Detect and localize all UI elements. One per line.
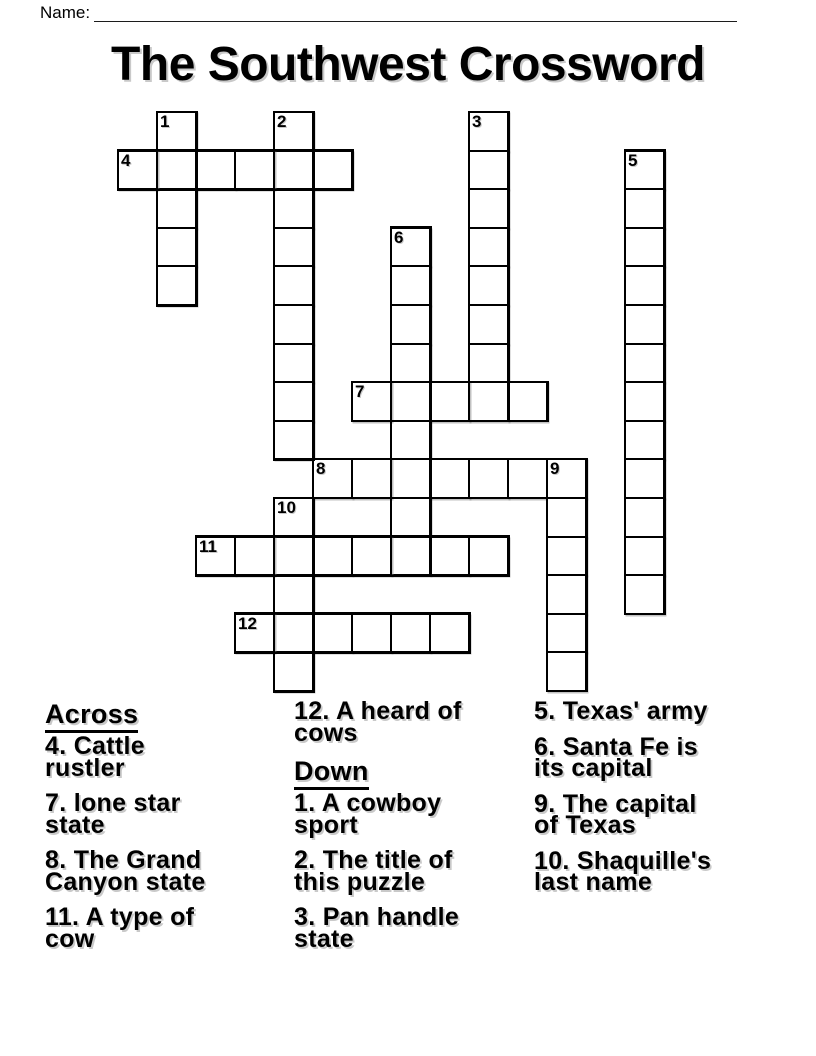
grid-cell[interactable] xyxy=(624,150,665,191)
grid-cell[interactable] xyxy=(624,265,665,306)
cell-number: 9 xyxy=(550,459,560,479)
clue-column-2 xyxy=(294,697,529,964)
grid-cell[interactable] xyxy=(273,497,314,538)
grid-cell[interactable] xyxy=(351,536,392,577)
grid-cell[interactable] xyxy=(390,227,431,268)
grid-cell[interactable] xyxy=(468,381,509,422)
grid-cell[interactable] xyxy=(390,458,431,499)
clue-line: last name xyxy=(534,868,653,896)
grid-cell[interactable] xyxy=(624,381,665,422)
grid-cell[interactable] xyxy=(429,613,470,654)
grid-cell[interactable] xyxy=(546,458,587,499)
clue-heading-across: Across xyxy=(45,701,280,727)
grid-cell[interactable] xyxy=(273,420,314,461)
clue-item-down-1 xyxy=(294,789,529,839)
grid-cell[interactable] xyxy=(117,150,158,191)
grid-cell[interactable] xyxy=(468,150,509,191)
clue-line: cow xyxy=(45,924,95,953)
clue-item-across-4 xyxy=(45,732,280,782)
grid-cell[interactable] xyxy=(390,304,431,345)
clue-column-1 xyxy=(45,701,280,964)
grid-cell[interactable] xyxy=(273,613,314,654)
clue-line: 7. lone star xyxy=(45,789,181,817)
grid-cell[interactable] xyxy=(468,227,509,268)
grid-cell[interactable] xyxy=(234,150,275,191)
clue-line: 1. A cowboy xyxy=(294,789,442,817)
grid-cell[interactable] xyxy=(468,188,509,229)
grid-cell[interactable] xyxy=(273,343,314,384)
grid-cell[interactable] xyxy=(312,458,353,499)
clue-line: of Texas xyxy=(534,811,636,839)
clue-line: rustler xyxy=(45,753,125,782)
clue-line: cows xyxy=(294,718,358,747)
clue-line: 10. Shaquille's xyxy=(534,846,712,875)
grid-cell[interactable] xyxy=(546,574,587,615)
clue-item-down-6 xyxy=(534,732,774,782)
grid-cell[interactable] xyxy=(273,574,314,615)
clue-line: its capital xyxy=(534,754,653,782)
clue-line: 9. The capital xyxy=(534,789,697,818)
grid-cell[interactable] xyxy=(624,227,665,268)
clue-item-across-7 xyxy=(45,789,280,839)
grid-cell[interactable] xyxy=(312,613,353,654)
grid-cell[interactable] xyxy=(234,536,275,577)
grid-cell[interactable] xyxy=(273,150,314,191)
grid-cell[interactable] xyxy=(468,304,509,345)
grid-cell[interactable] xyxy=(351,381,392,422)
grid-cell[interactable] xyxy=(156,227,197,268)
clue-line: Canyon state xyxy=(45,867,206,896)
cell-number: 6 xyxy=(394,227,404,247)
clue-line: 5. Texas' army xyxy=(534,697,708,725)
clue-line: 12. A heard of xyxy=(294,697,462,725)
clue-item-down-5 xyxy=(534,697,774,725)
grid-cell[interactable] xyxy=(312,536,353,577)
name-label: Name: xyxy=(40,3,91,22)
clue-item-down-3 xyxy=(294,903,529,953)
grid-cell[interactable] xyxy=(624,574,665,615)
clue-line: 3. Pan handle xyxy=(294,903,460,931)
cell-number: 5 xyxy=(628,150,638,170)
clue-item-down-9 xyxy=(534,789,774,839)
grid-cell[interactable] xyxy=(624,536,665,577)
page-title: The Southwest Crossword xyxy=(111,38,705,91)
grid-cell[interactable] xyxy=(624,458,665,499)
clue-line: 6. Santa Fe is xyxy=(534,732,698,761)
clue-line: 11. A type of xyxy=(45,903,195,931)
grid-cell[interactable] xyxy=(429,458,470,499)
grid-cell[interactable] xyxy=(624,343,665,384)
grid-cell[interactable] xyxy=(351,613,392,654)
grid-cell[interactable] xyxy=(390,381,431,422)
grid-cell[interactable] xyxy=(273,265,314,306)
grid-cell[interactable] xyxy=(624,497,665,538)
clue-line: this puzzle xyxy=(294,867,426,896)
grid-cell[interactable] xyxy=(351,458,392,499)
grid-cell[interactable] xyxy=(624,304,665,345)
grid-cell[interactable] xyxy=(273,651,314,692)
clue-column-3 xyxy=(534,697,774,908)
clue-item-across-11 xyxy=(45,903,280,953)
grid-cell[interactable] xyxy=(390,536,431,577)
clue-line: state xyxy=(294,924,354,953)
clue-item-across-12 xyxy=(294,697,529,747)
clue-line: 4. Cattle xyxy=(45,732,145,760)
cell-number: 7 xyxy=(355,382,365,402)
grid-cell[interactable] xyxy=(195,536,236,577)
grid-cell[interactable] xyxy=(468,536,509,577)
grid-cell[interactable] xyxy=(390,343,431,384)
grid-cell[interactable] xyxy=(156,265,197,306)
grid-cell[interactable] xyxy=(546,613,587,654)
grid-cell[interactable] xyxy=(468,111,509,152)
clue-item-down-2 xyxy=(294,846,529,896)
grid-cell[interactable] xyxy=(273,188,314,229)
cell-number: 10 xyxy=(277,498,296,517)
name-fill-line[interactable] xyxy=(94,2,737,22)
grid-cell[interactable] xyxy=(156,111,197,152)
grid-cell[interactable] xyxy=(390,613,431,654)
clue-item-down-10 xyxy=(534,846,774,896)
grid-cell[interactable] xyxy=(156,188,197,229)
grid-cell[interactable] xyxy=(273,536,314,577)
grid-cell[interactable] xyxy=(468,343,509,384)
grid-cell[interactable] xyxy=(624,188,665,229)
grid-cell[interactable] xyxy=(234,613,275,654)
grid-cell[interactable] xyxy=(195,150,236,191)
clue-item-across-8 xyxy=(45,846,280,896)
grid-cell[interactable] xyxy=(156,150,197,191)
cell-number: 1 xyxy=(160,112,170,131)
grid-cell[interactable] xyxy=(273,381,314,422)
grid-cell[interactable] xyxy=(624,420,665,461)
clue-line: 2. The title of xyxy=(294,846,453,874)
grid-cell[interactable] xyxy=(546,536,587,577)
cell-number: 12 xyxy=(238,613,257,633)
grid-cell[interactable] xyxy=(429,536,470,577)
clue-heading-down: Down xyxy=(294,758,529,784)
grid-cell[interactable] xyxy=(273,111,314,152)
cell-number: 2 xyxy=(277,112,287,131)
cell-number: 4 xyxy=(121,150,131,170)
grid-cell[interactable] xyxy=(468,458,509,499)
cell-number: 11 xyxy=(199,536,217,556)
grid-cell[interactable] xyxy=(468,265,509,306)
cell-number: 3 xyxy=(472,112,482,131)
grid-cell[interactable] xyxy=(507,381,548,422)
grid-cell[interactable] xyxy=(273,227,314,268)
grid-cell[interactable] xyxy=(273,304,314,345)
grid-cell[interactable] xyxy=(429,381,470,422)
grid-cell[interactable] xyxy=(390,497,431,538)
grid-cell[interactable] xyxy=(546,651,587,692)
grid-cell[interactable] xyxy=(390,420,431,461)
grid-cell[interactable] xyxy=(546,497,587,538)
cell-number: 8 xyxy=(316,459,326,479)
clue-line: state xyxy=(45,810,105,839)
grid-cell[interactable] xyxy=(312,150,353,191)
clue-line: sport xyxy=(294,810,358,839)
clue-line: 8. The Grand xyxy=(45,846,202,874)
grid-cell[interactable] xyxy=(507,458,548,499)
grid-cell[interactable] xyxy=(390,265,431,306)
